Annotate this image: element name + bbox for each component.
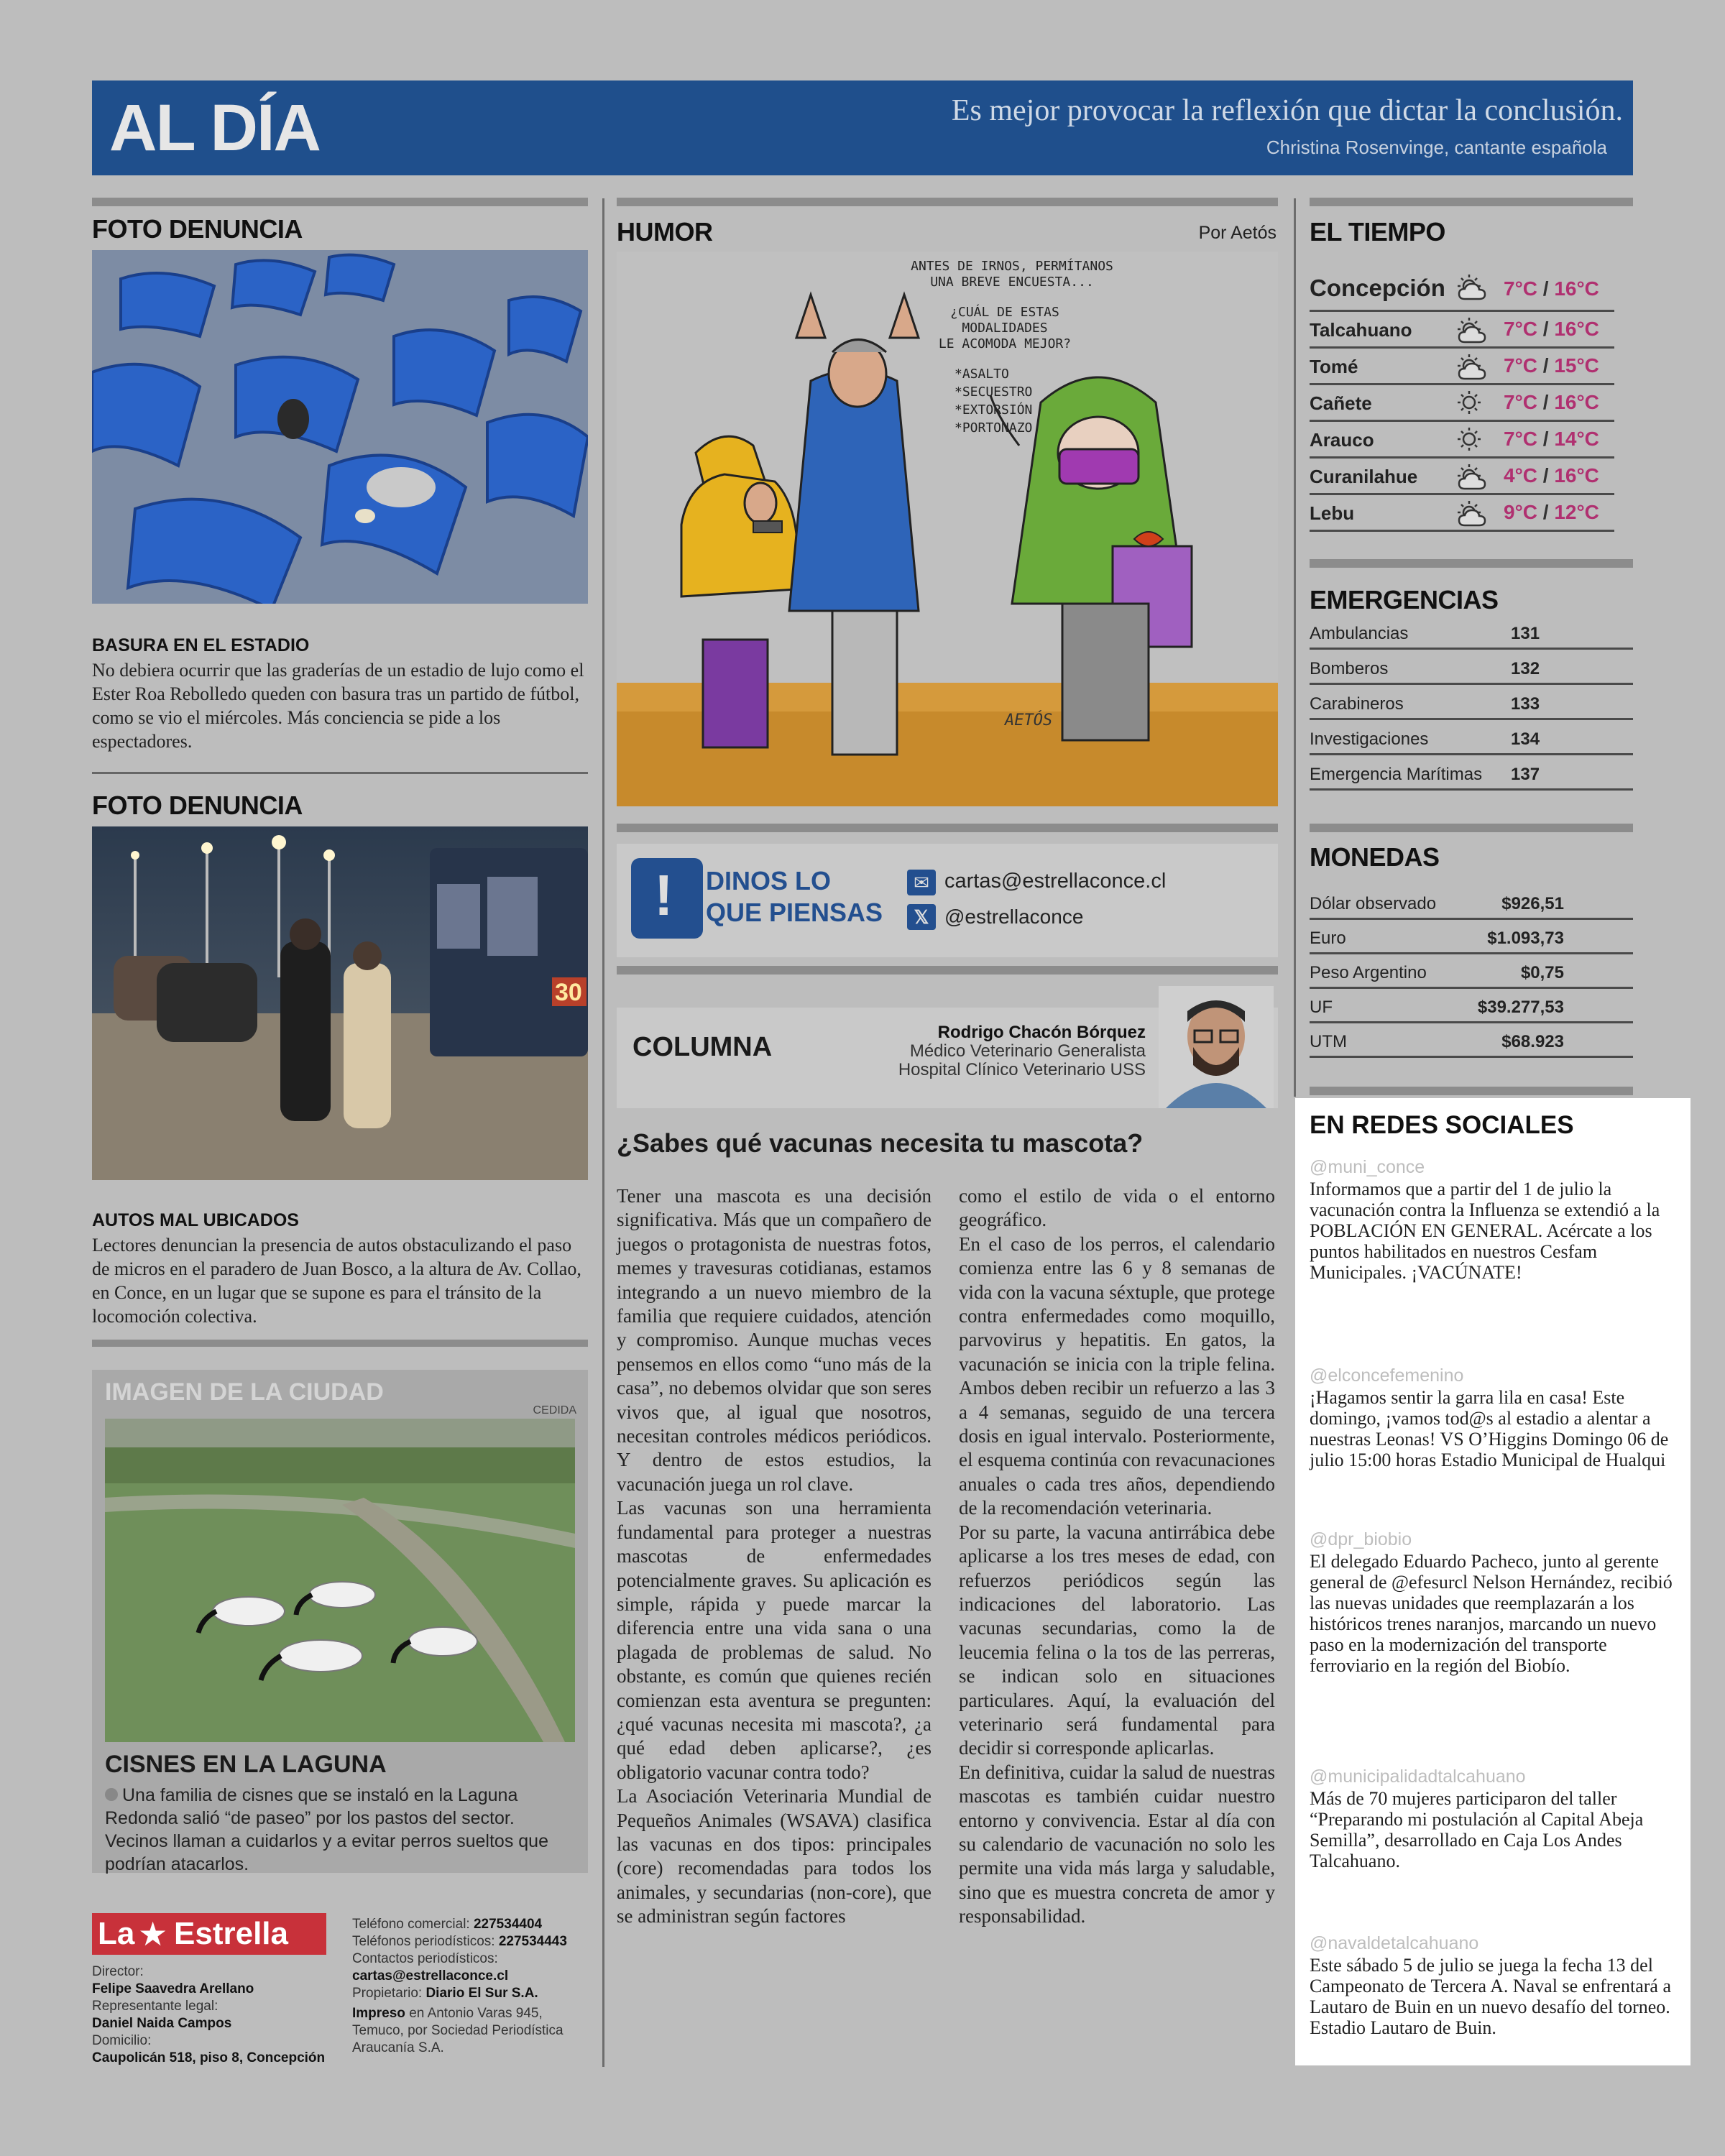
owner: Diario El Sur S.A.	[426, 1986, 538, 2001]
dinos-line-2: QUE PIENSAS	[706, 898, 883, 927]
paragraph: como el estilo de vida o el entorno geográfico.	[959, 1185, 1275, 1231]
section-brand: AL DÍA	[109, 91, 320, 165]
weather-row	[1310, 269, 1614, 312]
chat-alert-icon: !	[631, 858, 703, 939]
comic-bubble-1: ANTES DE IRNOS, PERMÍTANOS UNA BREVE ENCUESTA...	[911, 259, 1113, 290]
foto1-title: BASURA EN EL ESTADIO	[92, 635, 310, 655]
email-icon: ✉	[907, 870, 936, 895]
sun-cloud-icon	[1452, 499, 1492, 528]
section-title-foto2: FOTO DENUNCIA	[92, 791, 303, 820]
emergency-label: Investigaciones	[1310, 729, 1429, 749]
comic-option: *PORTONAZO	[954, 420, 1033, 436]
tel-per: 227534443	[498, 1934, 567, 1949]
emergency-row	[1310, 756, 1633, 791]
section-title-foto1: FOTO DENUNCIA	[92, 214, 303, 244]
columna-author-block	[898, 1023, 1146, 1079]
column-divider	[602, 198, 604, 2067]
divider	[617, 824, 1278, 832]
estrella-logo	[92, 1913, 326, 1955]
columna-text-col-1	[617, 1184, 932, 1929]
emergency-label: Ambulancias	[1310, 624, 1409, 643]
logo-right: Estrella	[174, 1916, 288, 1951]
author-photo	[1159, 986, 1274, 1108]
x-logo-icon: 𝕏	[907, 904, 936, 930]
emergency-row	[1310, 686, 1633, 720]
comic-bubble-2	[919, 305, 1091, 352]
social-panel	[1295, 1098, 1690, 2065]
logo-left: La	[98, 1916, 135, 1951]
comic-option: *SECUESTRO	[954, 384, 1033, 400]
comic-strip	[617, 252, 1278, 806]
currency-row	[1310, 989, 1633, 1023]
emergency-label: Carabineros	[1310, 694, 1404, 714]
imagen-title: CISNES EN LA LAGUNA	[105, 1751, 387, 1778]
header-quote-author: Christina Rosenvinge, cantante española	[1266, 137, 1607, 158]
currency-label: Peso Argentino	[1310, 963, 1427, 982]
column-divider	[1294, 198, 1296, 1097]
divider	[1310, 1087, 1633, 1095]
emergency-label: Bomberos	[1310, 659, 1389, 678]
currency-row	[1310, 885, 1633, 920]
sun-cloud-icon	[1452, 463, 1492, 492]
weather-row	[1310, 385, 1614, 422]
header-quote: Es mejor provocar la reflexión que dictar la conclusión.	[951, 94, 1623, 127]
section-title-tiempo: EL TIEMPO	[1310, 217, 1445, 247]
tel-com: 227534404	[473, 1917, 543, 1932]
weather-temps: 7°C / 16°C	[1504, 277, 1599, 300]
currency-value: $0,75	[1520, 963, 1564, 982]
bullet-icon	[105, 1788, 118, 1801]
currency-value: $39.277,53	[1477, 998, 1564, 1017]
weather-city: Lebu	[1310, 502, 1355, 524]
divider	[1310, 824, 1633, 832]
rep-name: Daniel Naida Campos	[92, 2016, 232, 2031]
weather-row	[1310, 349, 1614, 385]
weather-temps: 7°C / 14°C	[1504, 428, 1599, 450]
print-text: en Antonio Varas 945, Temuco, por Sociedad Periodística Araucanía S.A.	[352, 2006, 564, 2055]
paragraph: En definitiva, cuidar la salud de nuestras mascotas es también cuidar nuestro entorno y convivencia. Estar al día con su calendario de vacunación no solo les permite una vida más larga y saludable, sino que es muestra concreta de amor y responsabilidad.	[959, 1761, 1275, 1927]
columna-text-col-2	[959, 1184, 1275, 1929]
imagen-ciudad-box	[92, 1370, 588, 1873]
weather-city: Tomé	[1310, 356, 1358, 377]
dinos-title	[706, 865, 883, 929]
social-post-text: ¡Hagamos sentir la garra lila en casa! Este domingo, ¡vamos tod@s al estadio a alentar a nuestras Leonas! VS O’Higgins Domingo 06 de julio 15:00 horas Estadio Municipal de Hualqui	[1310, 1387, 1669, 1470]
social-post-text: El delegado Eduardo Pacheco, junto al gerente general de @efesurcl Nelson Hernández, recibió las nuevas unidades que reemplazarán a los históricos trenes naranjos, marcando un nuevo paso en la modernización del transporte ferroviario en la región del Biobío.	[1310, 1551, 1673, 1676]
sun-icon	[1452, 426, 1492, 455]
footer-staff	[92, 1963, 329, 2067]
foto2-text: Lectores denuncian la presencia de autos obstaculizando el paso de micros en el paradero de Juan Bosco, a la altura de Av. Collao, en Conce, en un lugar que se supone es para el tránsito de la locomoción colectiva.	[92, 1235, 581, 1327]
weather-temps: 4°C / 16°C	[1504, 464, 1599, 487]
sun-cloud-icon	[1452, 316, 1492, 345]
paragraph: Las vacunas son una herramienta fundamental para proteger a nuestras mascotas de enfermedades potencialmente graves. Su aplicación es simple, rápida y puede marcar la diferencia entre una vida sana o una plagada de problemas de salud. No obstante, es común que quienes recién comienzan esta aventura se pregunten: ¿qué vacunas necesita mi mascota?, ¿a qué edad deben aplicarse?, ¿es obligatorio vacunar contra todo?	[617, 1497, 932, 1783]
social-post-text: Informamos que a partir del 1 de julio la vacunación contra la Influenza se extendió a la POBLACIÓN EN GENERAL. Acércate a los puntos habilitados en nuestros Cesfam Municipales. ¡VACÚNATE!	[1310, 1179, 1660, 1283]
dinos-line-1: DINOS LO	[706, 866, 832, 895]
emergency-row	[1310, 721, 1633, 755]
weather-city: Curanilahue	[1310, 466, 1418, 487]
rep-label: Representante legal:	[92, 1999, 218, 2014]
columna-role-1: Médico Veterinario Generalista	[909, 1041, 1146, 1061]
bubble2-line-a: ¿CUÁL DE ESTAS	[950, 305, 1059, 320]
contact-email: cartas@estrellaconce.cl	[352, 1968, 509, 1984]
columna-author: Rodrigo Chacón Bórquez	[937, 1023, 1146, 1042]
divider	[92, 772, 588, 774]
emergency-label: Emergencia Marítimas	[1310, 765, 1483, 784]
emergency-row	[1310, 615, 1633, 650]
bus-number: 30	[555, 979, 582, 1006]
columna-header	[617, 1008, 1278, 1108]
currency-value: $68.923	[1501, 1032, 1564, 1051]
section-title-humor: HUMOR	[617, 217, 713, 247]
divider	[92, 1340, 588, 1347]
currency-row	[1310, 1023, 1633, 1058]
divider	[1310, 198, 1633, 206]
print-label: Impreso	[352, 2006, 405, 2021]
social-post-handle[interactable]: @navaldetalcahuano	[1310, 1933, 1479, 1953]
imagen-section-title: IMAGEN DE LA CIUDAD	[105, 1378, 384, 1406]
bubble2-line-b: MODALIDADES	[962, 321, 1048, 336]
weather-row	[1310, 422, 1614, 459]
weather-row	[1310, 459, 1614, 495]
owner-label: Propietario:	[352, 1986, 423, 2001]
currency-label: UTM	[1310, 1032, 1347, 1051]
weather-temps: 9°C / 12°C	[1504, 501, 1599, 523]
paragraph: Por su parte, la vacuna antirrábica debe aplicarse a los tres meses de edad, con refuerzos periódicos según las indicaciones del laboratorio. Las vacunas secundarias, como la de leucemia felina o la tos de las perreras, se indican solo en situaciones particulares. Aquí, la evaluación del veterinario será fundamental para decidir si corresponde aplicarlas.	[959, 1521, 1275, 1759]
emergency-number[interactable]: 132	[1511, 659, 1540, 678]
comic-option: *ASALTO	[954, 367, 1009, 382]
bubble2-line-c: LE ACOMODA MEJOR?	[938, 336, 1072, 351]
currency-value: $1.093,73	[1487, 929, 1564, 948]
weather-city: Cañete	[1310, 392, 1372, 414]
star-icon: ★	[138, 1915, 168, 1953]
dinos-x-handle[interactable]: @estrellaconce	[944, 906, 1084, 928]
sun-icon	[1452, 390, 1492, 418]
divider	[92, 198, 588, 206]
sun-cloud-icon	[1452, 273, 1492, 302]
contact-label: Contactos periodísticos:	[352, 1951, 498, 1966]
weather-row	[1310, 495, 1614, 532]
foto1-text: No debiera ocurrir que las graderías de un estadio de lujo como el Ester Roa Rebolledo queden con basura tras un partido de fútbol, como se vio el miércoles. Más conciencia se pide a los espectadores.	[92, 660, 584, 752]
director-name: Felipe Saavedra Arellano	[92, 1981, 254, 1996]
footer-contact	[352, 1916, 589, 2057]
bus-stop-photo	[92, 826, 588, 1180]
divider	[617, 966, 1278, 975]
columna-headline: ¿Sabes qué vacunas necesita tu mascota?	[617, 1128, 1144, 1158]
director-label: Director:	[92, 1964, 144, 1979]
dinos-email[interactable]: cartas@estrellaconce.cl	[944, 870, 1167, 893]
dom-value: Caupolicán 518, piso 8, Concepción	[92, 2050, 326, 2065]
page-header	[92, 80, 1633, 175]
comic-signature: AETÓS	[1005, 711, 1053, 729]
foto2-title: AUTOS MAL UBICADOS	[92, 1210, 299, 1230]
emergency-number[interactable]: 133	[1511, 694, 1540, 714]
tel-com-label: Teléfono comercial:	[352, 1917, 470, 1932]
paragraph: En el caso de los perros, el calendario comienza entre las 6 y 8 semanas de vida con la vacuna séxtuple, que protege contra enfermedades como moquillo, parvovirus y hepatitis. En gatos, la vacunación se inicia con la triple felina. Ambos deben recibir un refuerzo a las 3 a 4 semanas, seguido de una tercera dosis en igual intervalo. Posteriormente, el esquema continúa con revacunaciones anuales o cada tres años, dependiendo de la recomendación veterinaria.	[959, 1233, 1275, 1519]
humor-author: Por Aetós	[1198, 223, 1276, 243]
comic-option: *EXTORSIÓN	[954, 402, 1033, 418]
weather-row	[1310, 312, 1614, 349]
emergency-number[interactable]: 134	[1511, 729, 1540, 749]
weather-city: Concepción	[1310, 275, 1445, 301]
currency-label: UF	[1310, 998, 1333, 1017]
currency-row	[1310, 954, 1633, 989]
social-post-text: Este sábado 5 de julio se juega la fecha 13 del Campeonato de Tercera A. Naval se enfrentará a Lautaro de Buin en un nuevo desafío del torneo. Estadio Lautaro de Buin.	[1310, 1955, 1672, 2038]
photo-credit: CEDIDA	[533, 1404, 576, 1416]
tel-per-label: Teléfonos periodísticos:	[352, 1934, 495, 1949]
emergency-number[interactable]: 131	[1511, 624, 1540, 643]
columna-section-title: COLUMNA	[632, 1032, 773, 1062]
dinos-box	[617, 844, 1278, 957]
columna-role-2: Hospital Clínico Veterinario USS	[898, 1060, 1146, 1079]
section-title-emergencias: EMERGENCIAS	[1310, 585, 1499, 614]
social-post-handle[interactable]: @muni_conce	[1310, 1157, 1425, 1177]
divider	[1310, 559, 1633, 568]
section-title-monedas: MONEDAS	[1310, 842, 1440, 872]
sun-cloud-icon	[1452, 353, 1492, 382]
paragraph: Tener una mascota es una decisión significativa. Más que un compañero de juegos o protagonista de nuestras fotos, memes y travesuras cotidianas, estamos integrando a un nuevo miembro de la familia que requiere cuidados, atención y compromiso. Aunque muchas veces pensemos en ellos como “uno más de la casa”, no debemos olvidar que son seres vivos que, al igual que nosotros, necesitan controles médicos periódicos. Y dentro de estos estudios, la vacunación juega un rol clave.	[617, 1185, 932, 1495]
weather-temps: 7°C / 16°C	[1504, 391, 1599, 413]
currency-row	[1310, 920, 1633, 954]
emergency-row	[1310, 650, 1633, 685]
weather-temps: 7°C / 15°C	[1504, 354, 1599, 377]
imagen-text-content: Una familia de cisnes que se instaló en la Laguna Redonda salió “de paseo” por los pastos del sector. Vecinos llaman a cuidarlos y a evitar perros sueltos que podrían atacarlos.	[105, 1785, 548, 1874]
currency-label: Euro	[1310, 929, 1346, 948]
imagen-text	[105, 1784, 575, 1876]
weather-city: Talcahuano	[1310, 319, 1412, 341]
section-title-redes: EN REDES SOCIALES	[1310, 1111, 1574, 1139]
emergency-number[interactable]: 137	[1511, 765, 1540, 784]
paragraph: La Asociación Veterinaria Mundial de Pequeños Animales (WSAVA) clasifica las vacunas en dos tipos: principales (core) recomendadas para todos los animales, y secundarias (non-core), que se administran según factores	[617, 1785, 932, 1927]
social-post-handle[interactable]: @municipalidadtalcahuano	[1310, 1766, 1526, 1787]
dom-label: Domicilio:	[92, 2033, 152, 2048]
currency-value: $926,51	[1501, 894, 1564, 913]
social-post-handle[interactable]: @dpr_biobio	[1310, 1529, 1412, 1549]
social-post-handle[interactable]: @elconcefemenino	[1310, 1365, 1464, 1386]
weather-temps: 7°C / 16°C	[1504, 318, 1599, 340]
social-post-text: Más de 70 mujeres participaron del taller “Preparando mi postulación al Capital Abeja Semilla”, desarrollado en Caja Los Andes Talcahuano.	[1310, 1788, 1644, 1871]
currency-label: Dólar observado	[1310, 894, 1437, 913]
divider	[617, 198, 1278, 206]
weather-city: Arauco	[1310, 429, 1374, 451]
swans-photo	[105, 1419, 575, 1742]
stadium-photo	[92, 250, 588, 604]
comic-options	[954, 365, 1032, 437]
